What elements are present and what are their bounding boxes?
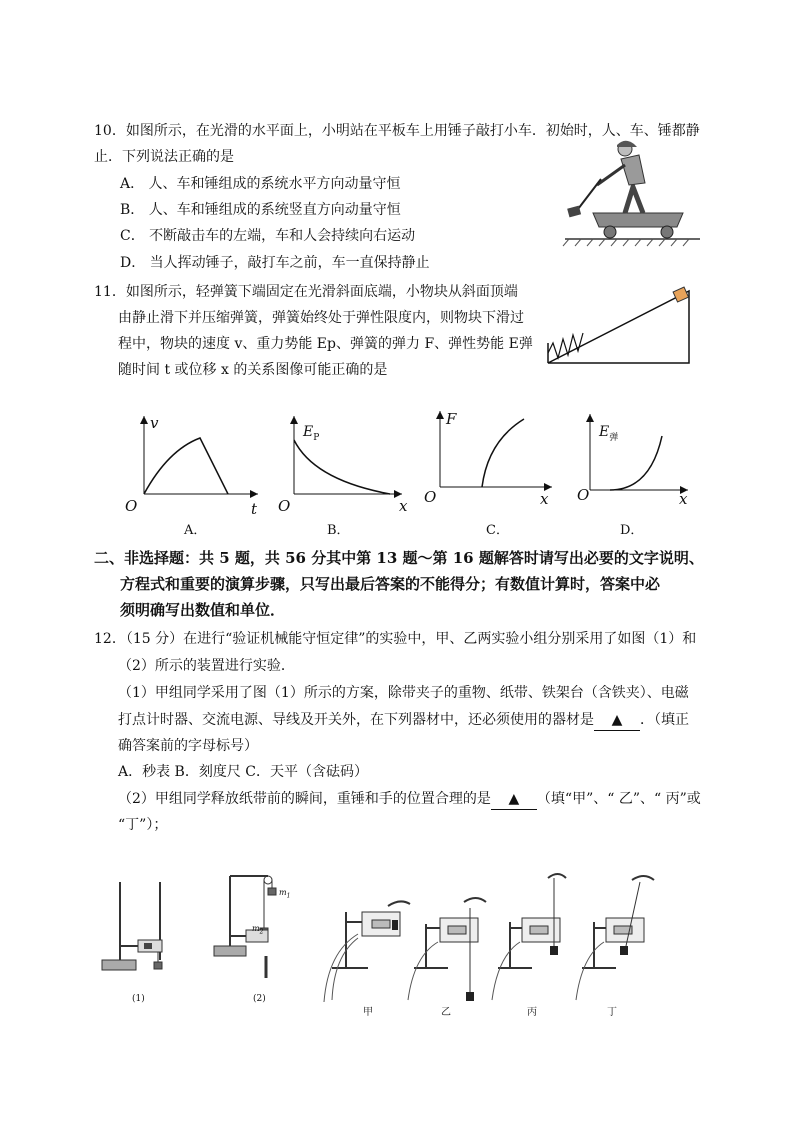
release-setups-diagram xyxy=(322,872,662,1004)
q11-stem-line4: 随时间 t 或位移 x 的关系图像可能正确的是 xyxy=(118,362,388,378)
q12-part1-options: A．秒表 B．刻度尺 C．天平（含砝码） xyxy=(118,764,369,780)
graph-d-xlabel: x xyxy=(679,490,688,508)
answer-blank-1: ▲ xyxy=(594,710,640,731)
graph-c-xlabel: x xyxy=(540,490,549,508)
graph-a xyxy=(118,410,270,525)
incline-spring-diagram xyxy=(543,283,693,367)
q12-part1-line1: （1）甲组同学采用了图（1）所示的方案，除带夹子的重物、纸带、铁架台（含铁夹）、电磁 xyxy=(118,685,689,701)
graph-b-caption: B． xyxy=(327,523,350,538)
setup-yi xyxy=(408,898,486,1001)
graph-b-xlabel: x xyxy=(399,497,408,515)
apparatus-figure-2 xyxy=(210,870,290,980)
setup-label-yi: 乙 xyxy=(441,1007,451,1018)
q11-stem-line3: 程中，物块的速度 v、重力势能 Ep、弹簧的弹力 F、弹性势能 E弹 xyxy=(118,336,533,352)
q12-part2-text-post: （填“甲”、“ 乙”、“ 丙”或 xyxy=(536,791,701,807)
graph-b xyxy=(270,410,416,525)
q12-part2-line2: “丁”）； xyxy=(118,817,168,833)
graph-b-ylabel: $E_P$ xyxy=(303,424,320,443)
setup-label-ding: 丁 xyxy=(607,1007,617,1018)
section2-heading-line3: 须明确写出数值和单位． xyxy=(120,601,286,619)
setup-label-bing: 丙 xyxy=(527,1007,537,1018)
hammer-cart-illustration xyxy=(555,135,705,247)
q12-part1-text: 打点计时器、交流电源、导线及开关外，在下列器材中，还必须使用的器材是 xyxy=(118,712,594,728)
q10-option-a: A． 人、车和锤组成的系统水平方向动量守恒 xyxy=(120,176,401,192)
mass-label-m1: $m_1$ xyxy=(279,888,291,900)
graph-d-caption: D． xyxy=(620,523,644,538)
setup-label-jia: 甲 xyxy=(363,1007,373,1018)
q12-stem-line2: （2）所示的装置进行实验． xyxy=(118,658,295,674)
q10-option-c: C． 不断敲击车的左端，车和人会持续向右运动 xyxy=(120,228,416,244)
q11-stem-line2: 由静止滑下并压缩弹簧，弹簧始终处于弹性限度内，则物块下滑过 xyxy=(118,310,524,326)
q10-stem-line1: 10．如图所示，在光滑的水平面上，小明站在平板车上用锤子敲打小车．初始时，人、车、锤都静 xyxy=(94,123,700,139)
graph-a-origin: O xyxy=(125,497,138,515)
graph-b-origin: O xyxy=(278,497,291,515)
q12-stem-line1: 12．（15 分）在进行“验证机械能守恒定律”的实验中，甲、乙两实验小组分别采用了如图（1）和 xyxy=(94,631,697,647)
answer-blank-2: ▲ xyxy=(491,789,537,810)
graph-a-caption: A． xyxy=(184,523,207,538)
graph-c-caption: C． xyxy=(486,523,509,538)
q12-part2-line1 xyxy=(118,789,701,810)
mass-label-m2: $m_2$ xyxy=(252,924,264,936)
q10-option-b: B． 人、车和锤组成的系统竖直方向动量守恒 xyxy=(120,202,401,218)
q12-part1-text-post: ．（填正 xyxy=(640,712,689,728)
apparatus-figure-1 xyxy=(98,878,178,978)
q11-stem-line1: 11．如图所示，轻弹簧下端固定在光滑斜面底端，小物块从斜面顶端 xyxy=(94,284,518,300)
figure-2-label: (2) xyxy=(253,994,266,1004)
q12-part1-line3: 确答案前的字母标号） xyxy=(118,738,258,754)
setup-ding xyxy=(576,876,654,1000)
figure-1-label: (1) xyxy=(132,994,145,1004)
section2-heading-line2: 方程式和重要的演算步骤，只写出最后答案的不能得分；有数值计算时，答案中必 xyxy=(120,575,661,593)
graph-c-ylabel: F xyxy=(446,410,457,428)
setup-bing xyxy=(492,874,566,1000)
setup-jia xyxy=(324,901,410,1002)
section2-heading-line1: 二、非选择题：共 5 题，共 56 分其中第 13 题～第 16 题解答时请写出必要的文字说明、 xyxy=(94,549,704,567)
graph-c xyxy=(420,405,560,520)
graph-d-ylabel: $E_弹$ xyxy=(599,424,619,443)
graph-c-origin: O xyxy=(424,488,437,506)
q10-option-d: D． 当人挥动锤子，敲打车之前，车一直保持静止 xyxy=(120,255,430,271)
q10-stem-line2: 止．下列说法正确的是 xyxy=(94,149,234,165)
graph-a-xlabel: t xyxy=(251,500,258,518)
graph-d-origin: O xyxy=(577,486,590,504)
q12-part1-line2 xyxy=(118,710,689,731)
q12-part2-text: （2）甲组同学释放纸带前的瞬间，重锤和手的位置合理的是 xyxy=(118,791,491,807)
graph-a-ylabel: v xyxy=(150,414,159,432)
